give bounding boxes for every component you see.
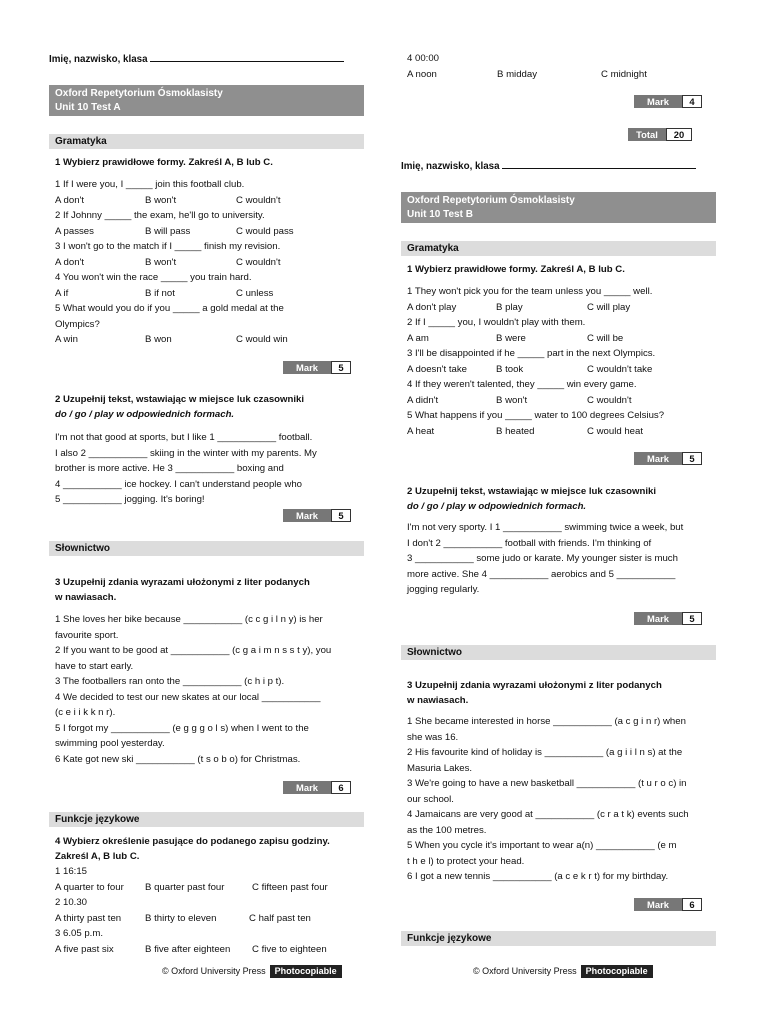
exercise-2-text: I'm not very sporty. I 1 ___________ swimming twice a week, but I don't 2 ___________ football with friends. I'm thinking of 3 ___________ some judo or karate. My younger sister is much more active. She 4 ___________ aerobics and 5 ___________ jogging regularly. [407,522,684,595]
options[interactable]: A if B if not C unless [55,287,274,299]
options[interactable]: A don't B won't C wouldn't [55,194,281,206]
mark-box: Mark 5 [283,509,351,522]
total-box: Total 20 [628,128,692,141]
question: 5 What would you do if you _____ a gold medal at the [55,303,284,314]
exercise-3-instruction: 3 Uzupełnij zdania wyrazami ułożonymi z liter podanych w nawiasach. [55,577,310,603]
exercise-3-text: 1 She loves her bike because ___________ (c c g i l n y) is her favourite sport. 2 If you want to be good at ___________ (c g a i m n s s t y), you have to start early. 3 The footballers ran onto the ___________ (c h i p t). 4 We decided to test our new skates at our local ___________ (c e i i k k n r). 5 I forgot my ___________ (e g g g o l s) when I went to the swimming pool yesterday. 6 Kate got new ski ___________ (t s o b o) for Christmas. [55,614,332,765]
options[interactable]: A don't B won't C wouldn't [55,256,281,268]
unit-header: Oxford Repetytorium Ósmoklasisty Unit 10 Test B [401,192,716,223]
options[interactable]: A quarter to four B quarter past four C fifteen past four [55,881,328,893]
section-slownictwo: Słownictwo [401,645,716,660]
exercise-3-text: 1 She became interested in horse ___________ (a c g i n r) when she was 16. 2 His favourite kind of holiday is ___________ (a g i i l n s) at the Masuria Lakes. 3 We're going to have a new basketball ___________ (t u r o c) in our school. 4 Jamaicans are very good at ___________ (c r a t k) events such as the 100 metres. 5 When you cycle it's important to wear a(n) ___________ (e m t h e l) to protect your head. 6 I got a new tennis ___________ (a c e k r t) for my birthday. [407,716,689,882]
mark-box: Mark 4 [634,95,702,108]
question: 2 If Johnny _____ the exam, he'll go to university. [55,210,265,221]
options[interactable]: A thirty past ten B thirty to eleven C half past ten [55,912,311,924]
exercise-4: 1 16:15 A quarter to four B quarter past four C fifteen past four 2 10.30 A thirty past ten B thirty to eleven C half past ten 3 6.05 p.m. A five past six B five after eighteen C five to eighteen [55,864,364,957]
exercise-2-text: I'm not that good at sports, but I like 1 ___________ football. I also 2 ___________ skiing in the winter with my parents. My brother is more active. He 3 ___________ boxing and 4 ___________ ice hockey. I can't understand people who 5 ___________ jogging. It's boring! [55,432,317,505]
unit-header: Oxford Repetytorium Ósmoklasisty Unit 10 Test A [49,85,364,116]
section-funkcje: Funkcje językowe [401,931,716,946]
mark-box: Mark 6 [634,898,702,911]
exercise-1-instruction: 1 Wybierz prawidłowe formy. Zakreśl A, B lub C. [55,157,273,168]
footer-right: © Oxford University Press Photocopiable [473,965,653,978]
options[interactable]: A didn't B won't C wouldn't [407,394,632,406]
exercise-4-continued: 4 00:00 A noon B midday C midnight [407,51,716,82]
mark-box: Mark 5 [283,361,351,374]
photocopiable-badge: Photocopiable [581,965,653,978]
section-gramatyka: Gramatyka [401,241,716,256]
exercise-4-instruction: 4 Wybierz określenie pasujące do podanego zapisu godziny. Zakreśl A, B lub C. [55,836,330,862]
question: 3 I won't go to the match if I _____ finish my revision. [55,241,281,252]
exercise-3-instruction: 3 Uzupełnij zdania wyrazami ułożonymi z liter podanych w nawiasach. [407,680,662,706]
options[interactable]: A passes B will pass C would pass [55,225,294,237]
exercise-1 [55,177,364,348]
exercise-1-instruction: 1 Wybierz prawidłowe formy. Zakreśl A, B lub C. [407,264,625,275]
options[interactable]: A noon B midday C midnight [407,68,647,80]
exercise-1: 1 They won't pick you for the team unless you _____ well. A don't play B play C will play 2 If I _____ you, I wouldn't play with them. A am B were C will be 3 I'll be disappointed if he _____ part in the next Olympics. A doesn't take B took C wouldn't take 4 If they weren't talented, they _____ win every game. A didn't B won't C wouldn't 5 What happens if you _____ water to 100 degrees Celsius? A heat B heated C would heat [407,284,716,439]
mark-box: Mark 5 [634,612,702,625]
name-field[interactable]: Imię, nazwisko, klasa [401,159,716,173]
section-gramatyka: Gramatyka [49,134,364,149]
mark-box: Mark 6 [283,781,351,794]
options[interactable]: A don't play B play C will play [407,301,631,313]
options[interactable]: A doesn't take B took C wouldn't take [407,363,653,375]
question: 1 If I were you, I _____ join this football club. [55,179,245,190]
name-field[interactable]: Imię, nazwisko, klasa [49,52,364,66]
question: 4 You won't win the race _____ you train hard. [55,272,252,283]
section-funkcje: Funkcje językowe [49,812,364,827]
options[interactable]: A win B won C would win [55,334,288,345]
options[interactable]: A five past six B five after eighteen C five to eighteen [55,943,327,955]
exercise-2-instruction: 2 Uzupełnij tekst, wstawiając w miejsce luk czasowniki do / go / play w odpowiednich formach. [407,486,657,512]
options[interactable]: A heat B heated C would heat [407,425,643,437]
question-cont: Olympics? [55,318,100,330]
photocopiable-badge: Photocopiable [270,965,342,978]
options[interactable]: A am B were C will be [407,332,624,344]
exercise-2-instruction: 2 Uzupełnij tekst, wstawiając w miejsce luk czasowniki do / go / play w odpowiednich formach. [55,394,305,420]
footer-left: © Oxford University Press Photocopiable [162,965,342,978]
section-slownictwo: Słownictwo [49,541,364,556]
mark-box: Mark 5 [634,452,702,465]
